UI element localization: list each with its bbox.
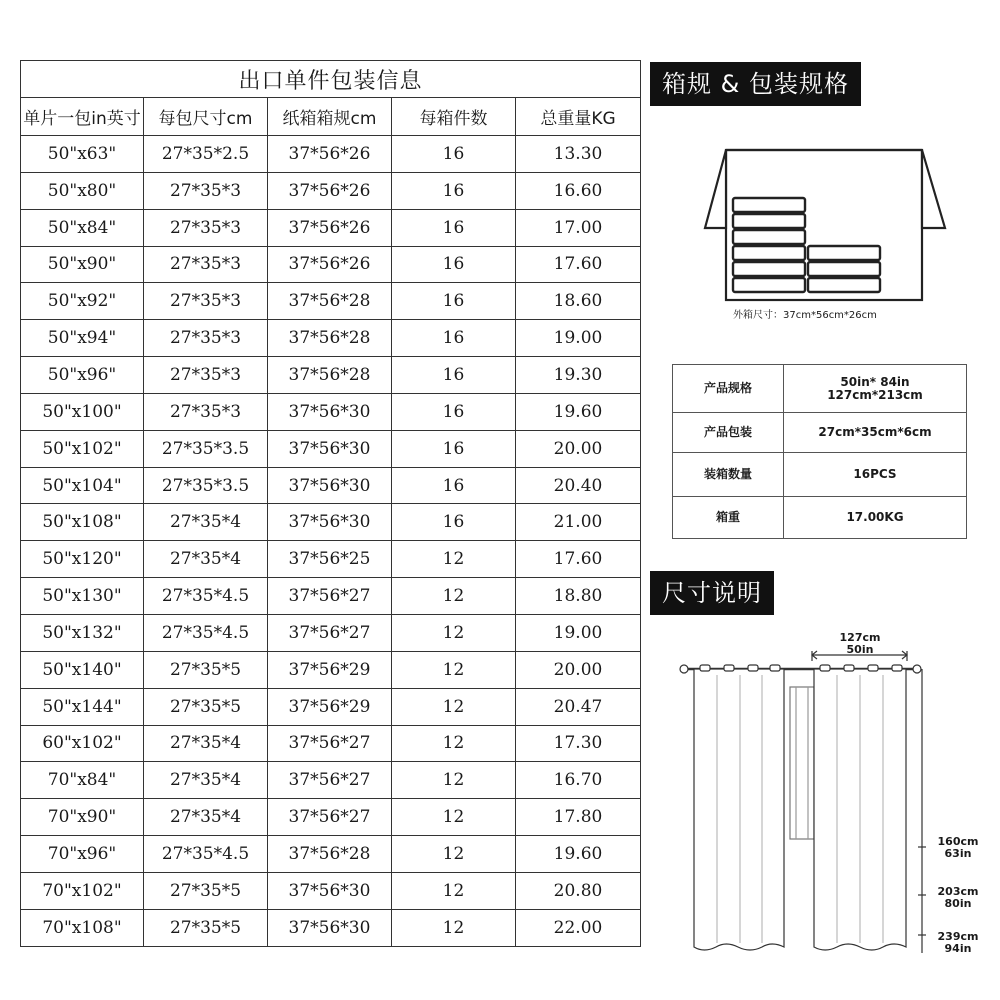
table-cell: 27*35*3.5: [144, 467, 268, 504]
table-cell: 37*56*29: [268, 688, 392, 725]
table-cell: 50"x100": [21, 393, 144, 430]
table-cell: 12: [392, 725, 516, 762]
table-cell: 37*56*28: [268, 283, 392, 320]
spec-row: [673, 453, 967, 497]
table-cell: 27*35*3: [144, 172, 268, 209]
table-cell: 27*35*3: [144, 283, 268, 320]
table-cell: 19.30: [516, 357, 641, 394]
table-cell: 16: [392, 283, 516, 320]
table-cell: 37*56*27: [268, 614, 392, 651]
table-cell: 27*35*2.5: [144, 136, 268, 173]
table-cell: 50"x94": [21, 320, 144, 357]
open-carton-box-icon: [700, 140, 960, 310]
table-cell: 27*35*3: [144, 393, 268, 430]
table-cell: 16: [392, 357, 516, 394]
table-cell: 50"x144": [21, 688, 144, 725]
table-cell: 70"x90": [21, 799, 144, 836]
table-cell: 27*35*4: [144, 799, 268, 836]
table-cell: 27*35*4.5: [144, 836, 268, 873]
table-cell: 70"x108": [21, 909, 144, 946]
table-cell: 16: [392, 172, 516, 209]
table-cell: 22.00: [516, 909, 641, 946]
table-cell: 27*35*4: [144, 541, 268, 578]
table-cell: 16: [392, 467, 516, 504]
spec-label: 箱重: [673, 497, 784, 539]
table-cell: 17.60: [516, 541, 641, 578]
table-cell: 16: [392, 504, 516, 541]
table-cell: 50"x84": [21, 209, 144, 246]
table-cell: 12: [392, 872, 516, 909]
spec-value: [784, 365, 967, 413]
table-row: [21, 357, 641, 394]
table-cell: 27*35*4.5: [144, 614, 268, 651]
table-cell: 20.00: [516, 430, 641, 467]
table-cell: 13.30: [516, 136, 641, 173]
table-row: [21, 430, 641, 467]
table-cell: 27*35*5: [144, 872, 268, 909]
column-header: 每包尺寸cm: [144, 98, 268, 136]
curtain-width-in: 50in: [846, 643, 874, 656]
table-cell: 20.00: [516, 651, 641, 688]
table-cell: 50"x80": [21, 172, 144, 209]
table-header-row: [21, 98, 641, 136]
spec-value-line: 50in* 84in: [840, 374, 910, 389]
table-cell: 50"x104": [21, 467, 144, 504]
table-cell: 50"x108": [21, 504, 144, 541]
table-cell: 27*35*5: [144, 909, 268, 946]
table-cell: 27*35*4: [144, 725, 268, 762]
table-cell: 50"x130": [21, 578, 144, 615]
table-cell: 17.80: [516, 799, 641, 836]
column-header: 单片一包in英寸: [21, 98, 144, 136]
table-cell: 18.80: [516, 578, 641, 615]
table-row: [21, 651, 641, 688]
table-cell: 50"x96": [21, 357, 144, 394]
table-cell: 37*56*30: [268, 430, 392, 467]
table-row: [21, 541, 641, 578]
table-row: [21, 393, 641, 430]
spec-label: 产品包装: [673, 413, 784, 453]
table-cell: 20.40: [516, 467, 641, 504]
table-row: [21, 246, 641, 283]
spec-value: 27cm*35cm*6cm: [784, 413, 967, 453]
table-cell: 50"x90": [21, 246, 144, 283]
table-cell: 37*56*27: [268, 762, 392, 799]
table-cell: 37*56*27: [268, 578, 392, 615]
table-row: [21, 614, 641, 651]
table-cell: 27*35*4.5: [144, 578, 268, 615]
table-cell: 37*56*30: [268, 393, 392, 430]
spec-row: [673, 497, 967, 539]
table-cell: 12: [392, 614, 516, 651]
table-cell: 70"x84": [21, 762, 144, 799]
table-cell: 37*56*27: [268, 799, 392, 836]
table-row: [21, 504, 641, 541]
spec-value: 17.00KG: [784, 497, 967, 539]
table-cell: 27*35*4: [144, 504, 268, 541]
table-cell: 27*35*3: [144, 320, 268, 357]
table-cell: 37*56*28: [268, 320, 392, 357]
length-cm: 239cm: [937, 930, 979, 943]
table-cell: 19.60: [516, 836, 641, 873]
length-in: 63in: [944, 847, 972, 860]
column-header: 每箱件数: [392, 98, 516, 136]
table-cell: 37*56*26: [268, 246, 392, 283]
table-cell: 19.60: [516, 393, 641, 430]
table-cell: 70"x102": [21, 872, 144, 909]
table-cell: 12: [392, 836, 516, 873]
table-cell: 27*35*3.5: [144, 430, 268, 467]
table-cell: 37*56*26: [268, 136, 392, 173]
table-cell: 70"x96": [21, 836, 144, 873]
table-cell: 37*56*29: [268, 651, 392, 688]
spec-label: 装箱数量: [673, 453, 784, 497]
table-cell: 12: [392, 909, 516, 946]
spec-value: 16PCS: [784, 453, 967, 497]
table-cell: 12: [392, 541, 516, 578]
table-row: [21, 209, 641, 246]
table-cell: 16: [392, 246, 516, 283]
table-cell: 21.00: [516, 504, 641, 541]
table-cell: 16: [392, 320, 516, 357]
table-cell: 37*56*30: [268, 504, 392, 541]
table-cell: 17.30: [516, 725, 641, 762]
table-cell: 37*56*30: [268, 467, 392, 504]
table-row: [21, 836, 641, 873]
table-cell: 12: [392, 651, 516, 688]
packaging-info-table: [20, 60, 641, 947]
table-row: [21, 467, 641, 504]
table-cell: 37*56*30: [268, 872, 392, 909]
spec-row: [673, 365, 967, 413]
length-cm: 203cm: [937, 885, 979, 898]
table-cell: 12: [392, 688, 516, 725]
table-row: [21, 872, 641, 909]
table-row: [21, 688, 641, 725]
column-header: 总重量KG: [516, 98, 641, 136]
table-body: [21, 136, 641, 947]
box-size-caption: 外箱尺寸：37cm*56cm*26cm: [733, 310, 877, 321]
table-cell: 37*56*30: [268, 909, 392, 946]
table-cell: 19.00: [516, 614, 641, 651]
curtain-width-cm: 127cm: [839, 631, 881, 644]
spec-value-line: 127cm*213cm: [827, 387, 923, 402]
table-cell: 27*35*4: [144, 762, 268, 799]
length-cm: 160cm: [937, 835, 979, 848]
table-cell: 50"x140": [21, 651, 144, 688]
table-cell: 37*56*27: [268, 725, 392, 762]
table-row: [21, 320, 641, 357]
table-row: [21, 909, 641, 946]
table-cell: 17.00: [516, 209, 641, 246]
table-row: [21, 283, 641, 320]
spec-label: 产品规格: [673, 365, 784, 413]
box-spec-section-title: 箱规 & 包装规格: [650, 62, 861, 106]
table-cell: 27*35*5: [144, 688, 268, 725]
product-spec-table: [672, 364, 967, 539]
table-cell: 27*35*3: [144, 246, 268, 283]
table-cell: 20.47: [516, 688, 641, 725]
table-cell: 37*56*28: [268, 357, 392, 394]
table-cell: 18.60: [516, 283, 641, 320]
table-cell: 27*35*5: [144, 651, 268, 688]
table-cell: 16.60: [516, 172, 641, 209]
table-cell: 12: [392, 578, 516, 615]
table-row: [21, 799, 641, 836]
spec-row: [673, 413, 967, 453]
length-in: 94in: [944, 942, 972, 955]
length-in: 80in: [944, 897, 972, 910]
table-cell: 50"x63": [21, 136, 144, 173]
table-cell: 16: [392, 209, 516, 246]
table-title: 出口单件包装信息: [21, 61, 641, 98]
table-cell: 27*35*3: [144, 209, 268, 246]
table-cell: 37*56*26: [268, 172, 392, 209]
curtain-panels-icon: [672, 625, 990, 965]
table-row: [21, 725, 641, 762]
table-cell: 20.80: [516, 872, 641, 909]
table-row: [21, 136, 641, 173]
table-cell: 37*56*28: [268, 836, 392, 873]
table-cell: 60"x102": [21, 725, 144, 762]
table-cell: 37*56*26: [268, 209, 392, 246]
table-cell: 50"x132": [21, 614, 144, 651]
table-row: [21, 578, 641, 615]
table-cell: 17.60: [516, 246, 641, 283]
table-cell: 37*56*25: [268, 541, 392, 578]
table-cell: 50"x120": [21, 541, 144, 578]
table-row: [21, 762, 641, 799]
table-cell: 27*35*3: [144, 357, 268, 394]
table-cell: 12: [392, 799, 516, 836]
table-cell: 16: [392, 430, 516, 467]
table-cell: 19.00: [516, 320, 641, 357]
table-row: [21, 172, 641, 209]
table-cell: 50"x102": [21, 430, 144, 467]
table-cell: 16: [392, 393, 516, 430]
table-cell: 16.70: [516, 762, 641, 799]
table-cell: 50"x92": [21, 283, 144, 320]
size-section-title: 尺寸说明: [650, 571, 774, 615]
table-cell: 12: [392, 762, 516, 799]
table-cell: 16: [392, 136, 516, 173]
column-header: 纸箱箱规cm: [268, 98, 392, 136]
